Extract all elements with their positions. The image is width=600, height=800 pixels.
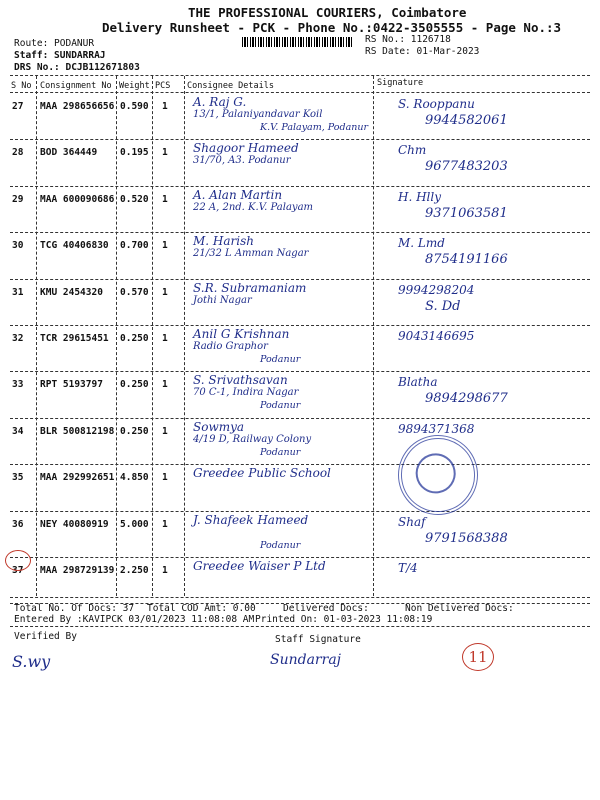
row-weight: 0.570 — [120, 286, 149, 298]
row-pcs: 1 — [162, 193, 168, 205]
row-consignment: MAA 298656656 — [40, 101, 115, 112]
row-sno: 36 — [12, 518, 24, 530]
row-signature: H. Hlly — [398, 189, 442, 204]
row-consignee-line3: K.V. Palayam, Podanur — [260, 122, 369, 133]
row-weight: 0.195 — [120, 147, 149, 159]
footer-bottom-border — [10, 626, 590, 627]
col-sno: S No — [11, 81, 32, 91]
row-weight: 0.590 — [120, 101, 149, 112]
circle-mark — [5, 550, 31, 571]
col-divider — [152, 76, 153, 596]
row-consignment: TCR 29615451 — [40, 333, 109, 344]
row-signature-phone: S. Dd — [425, 298, 461, 314]
route-label: Route: PODANUR — [14, 38, 95, 49]
row-pcs: 1 — [162, 379, 168, 391]
row-divider — [10, 232, 590, 233]
col-consignment: Consignment No — [40, 81, 112, 91]
row-signature-phone: 9677483203 — [425, 159, 508, 175]
table-top-border — [10, 75, 590, 76]
row-pcs: 1 — [162, 147, 168, 159]
verified-by: Verified By — [14, 631, 77, 642]
row-signature: Shaf — [398, 514, 426, 529]
col-divider — [116, 76, 117, 596]
row-sno: 35 — [12, 472, 24, 484]
page-count-text: 11 — [468, 648, 488, 666]
verified-signature: S.wy — [12, 652, 51, 671]
col-weight: Weight — [119, 81, 150, 91]
drs-label: DRS No.: DCJB112671803 — [14, 62, 140, 73]
row-divider — [10, 139, 590, 140]
row-weight: 0.250 — [120, 425, 149, 437]
col-divider — [373, 76, 374, 596]
page-count-circle — [462, 643, 494, 671]
entered-by: Entered By :KAVIPCK 03/01/2023 11:08:08 AM — [14, 614, 255, 625]
row-signature: T/4 — [398, 561, 418, 575]
row-signature-phone: 9944582061 — [425, 113, 508, 128]
row-consignee-line3: Podanur — [260, 539, 301, 551]
company-title: THE PROFESSIONAL COURIERS, Coimbatore — [188, 5, 467, 20]
row-signature: 9043146695 — [398, 329, 475, 343]
row-sno: 28 — [12, 147, 24, 159]
row-consignment: MAA 292992651 — [40, 472, 115, 484]
row-signature: 9994298204 — [398, 282, 475, 297]
row-consignment: RPT 5193797 — [40, 379, 103, 391]
staff-label: Staff: SUNDARRAJ — [14, 50, 106, 61]
table-header-border — [10, 92, 590, 93]
total-docs: Total No. Of Docs: 37 — [14, 603, 135, 614]
row-consignee-line1: Greedee Waiser P Ltd — [193, 559, 326, 573]
row-divider — [10, 557, 590, 558]
row-weight: 4.850 — [120, 472, 149, 484]
row-consignee-line1: Greedee Public School — [193, 466, 331, 481]
staff-signature-label: Staff Signature — [275, 634, 361, 645]
row-consignee-line1: S. Srivathsavan — [193, 373, 288, 388]
printed-on: Printed On: 01-03-2023 11:08:19 — [255, 614, 433, 625]
row-signature-phone: 9791568388 — [425, 530, 508, 546]
row-consignment: TCG 40406830 — [40, 240, 109, 252]
row-consignment: MAA 298729139 — [40, 565, 115, 576]
row-sno: 34 — [12, 425, 24, 437]
row-signature: S. Rooppanu — [398, 97, 475, 111]
col-signature: Signature — [377, 78, 424, 88]
row-weight: 0.520 — [120, 193, 149, 205]
row-consignment: KMU 2454320 — [40, 286, 103, 298]
row-signature: Blatha — [398, 375, 438, 390]
row-consignee-line1: S.R. Subramaniam — [193, 280, 307, 295]
row-divider — [10, 325, 590, 326]
row-weight: 0.250 — [120, 333, 149, 344]
row-signature-phone: 9371063581 — [425, 205, 508, 221]
row-consignee-line1: Sowmya — [193, 419, 245, 434]
row-pcs: 1 — [162, 101, 168, 112]
row-consignee-line1: J. Shafeek Hameed — [193, 512, 309, 527]
row-weight: 0.700 — [120, 240, 149, 252]
row-consignee-line2: 21/32 L Amman Nagar — [193, 248, 309, 260]
row-consignment: NEY 40080919 — [40, 518, 109, 530]
row-consignment: MAA 600090686 — [40, 193, 115, 205]
row-signature-phone: 9894298677 — [425, 391, 508, 407]
row-consignee-line1: Shagoor Hameed — [193, 141, 299, 156]
row-consignee-line3: Podanur — [260, 446, 301, 458]
runsheet-title: Delivery Runsheet - PCK - Phone No.:0422-3505555 - Page No.:3 — [102, 20, 562, 35]
row-consignee-line2: 70 C-1, Indira Nagar — [193, 387, 299, 399]
row-signature-phone: 8754191166 — [425, 252, 508, 268]
col-divider — [184, 76, 185, 596]
row-consignment: BOD 364449 — [40, 147, 98, 159]
row-divider — [10, 371, 590, 372]
row-sno: 27 — [12, 101, 24, 112]
row-consignee-line2: 4/19 D, Railway Colony — [193, 433, 312, 445]
row-consignee-line2: 31/70, A3. Podanur — [193, 155, 291, 167]
row-sno: 31 — [12, 286, 24, 298]
barcode — [242, 37, 354, 47]
col-consignee: Consignee Details — [187, 81, 274, 91]
footer-top-border — [10, 597, 590, 598]
staff-signature: Sundarraj — [270, 652, 342, 668]
row-pcs: 1 — [162, 286, 168, 298]
row-signature: Chm — [398, 143, 427, 158]
row-pcs: 1 — [162, 472, 168, 484]
row-consignee-line1: Anil G Krishnan — [193, 327, 290, 341]
row-signature: M. Lmd — [398, 236, 445, 251]
row-sno: 30 — [12, 240, 24, 252]
row-consignee-line1: M. Harish — [193, 234, 254, 249]
row-divider — [10, 418, 590, 419]
col-pcs: PCS — [155, 81, 171, 91]
delivered-docs: Delivered Docs: — [283, 603, 369, 614]
rs-date: RS Date: 01-Mar-2023 — [365, 46, 480, 57]
total-cod: Total COD Amt: 0.00 — [147, 603, 256, 614]
row-pcs: 1 — [162, 333, 168, 344]
row-pcs: 1 — [162, 518, 168, 530]
row-sno: 29 — [12, 193, 24, 205]
row-consignee-line2: 13/1, Palaniyandavar Koil — [193, 109, 323, 120]
row-sno: 37 — [12, 565, 24, 576]
row-consignee-line1: A. Raj G. — [193, 95, 247, 109]
row-divider — [10, 186, 590, 187]
row-signature: 9894371368 — [398, 421, 475, 436]
row-consignee-line3: Podanur — [260, 400, 301, 412]
row-consignment: BLR 500812198 — [40, 425, 115, 437]
row-divider — [10, 464, 590, 465]
row-weight: 0.250 — [120, 379, 149, 391]
row-weight: 5.000 — [120, 518, 149, 530]
row-sno: 32 — [12, 333, 24, 344]
row-consignee-line2: Radio Graphor — [193, 341, 268, 352]
col-divider — [36, 76, 37, 596]
row-pcs: 1 — [162, 240, 168, 252]
row-weight: 2.250 — [120, 565, 149, 576]
row-consignee-line2: 22 A, 2nd. K.V. Palayam — [193, 201, 314, 213]
non-delivered-docs: Non Delivered Docs: — [405, 603, 514, 614]
delivery-stamp — [392, 429, 485, 522]
row-consignee-line1: A. Alan Martin — [193, 187, 283, 202]
row-consignee-line3: Podanur — [260, 354, 301, 365]
row-sno: 33 — [12, 379, 24, 391]
row-pcs: 1 — [162, 565, 168, 576]
row-consignee-line2: Jothi Nagar — [193, 294, 252, 306]
row-pcs: 1 — [162, 425, 168, 437]
rs-no: RS No.: 1126718 — [365, 34, 451, 45]
